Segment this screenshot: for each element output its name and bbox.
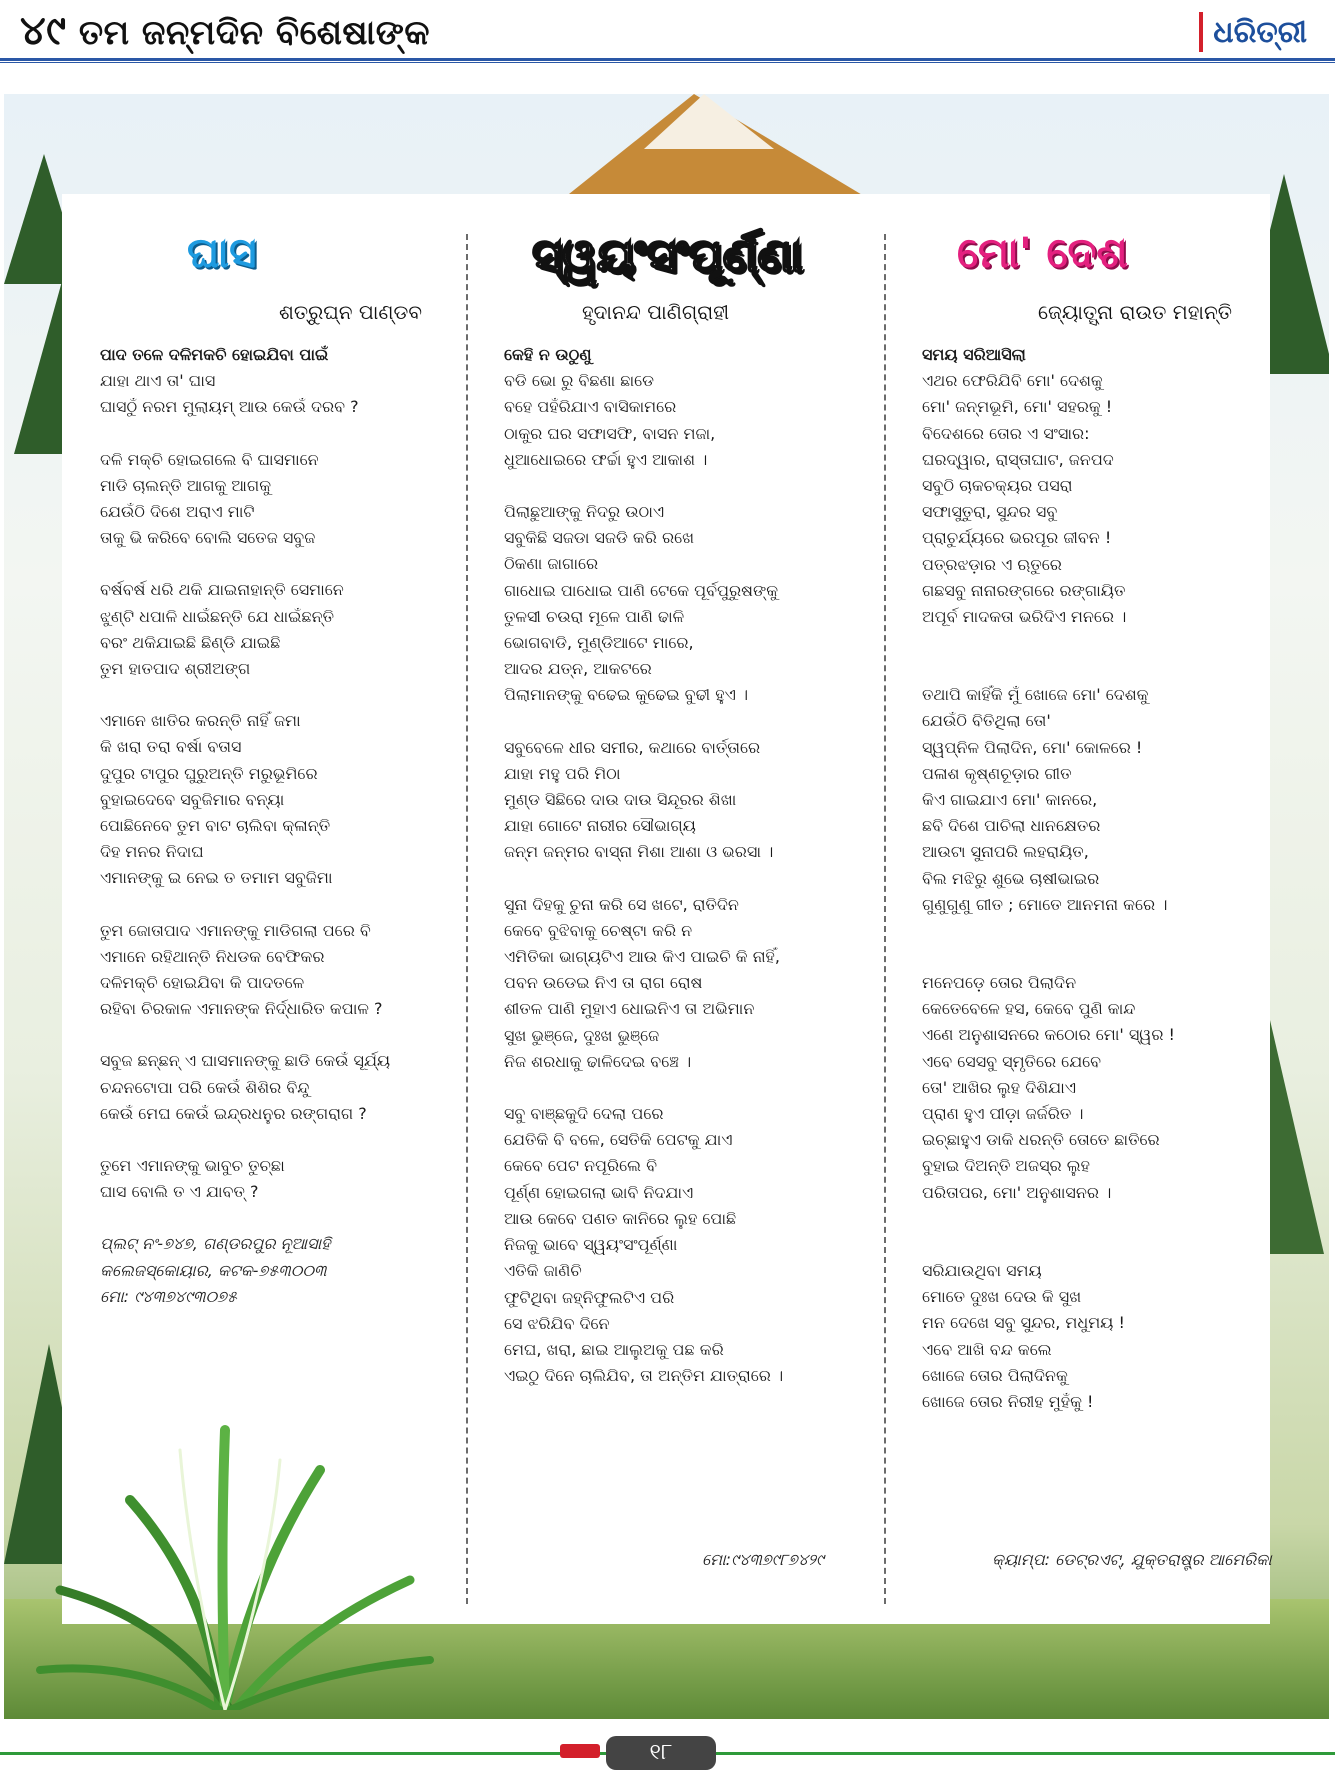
- poem-line: ମାଡି ଚାଲନ୍ତି ଆଗକୁ ଆଗକୁ: [100, 475, 272, 495]
- poem-line: ବିଲ ମଝିରୁ ଶୁଭେ ଚାଷୀଭାଇର: [922, 868, 1100, 888]
- poem-line: ଏଥର ଫେରିଯିବି ମୋ' ଦେଶକୁ: [922, 371, 1103, 391]
- poem-line: ସବୁବେଳେ ଧୀର ସମୀର, କଥାରେ ବାର୍ତ୍ତାରେ: [504, 737, 761, 757]
- poem-line: ତଥାପି କାହିଁକି ମୁଁ ଖୋଜେ ମୋ' ଦେଶକୁ: [922, 685, 1149, 705]
- address-line: କଲେଜସ୍କୋୟାର, କଟକ-୭୫୩୦୦୩: [100, 1260, 327, 1280]
- poem-line: ଏମାନେ ଖାତିର କରନ୍ତି ନାହିଁ ଜମା: [100, 711, 301, 731]
- logo-accent-bar: [1199, 12, 1203, 52]
- poem-line: ଏବେ ସେସବୁ ସ୍ମୃତିରେ ଯେବେ: [922, 1051, 1102, 1071]
- poem-line: ତୁଳସୀ ଚଉରା ମୂଳେ ପାଣି ଢାଳି: [504, 606, 685, 626]
- poem-line: ଠିକଣା ଜାଗାରେ: [504, 554, 599, 574]
- poem-line: କେହି ନ ଉଠୁଣୁ: [504, 345, 592, 364]
- column-divider-1: [466, 234, 468, 1604]
- poem-body: [922, 342, 1175, 1441]
- poem-line: ଯେଉଁଠି ବିତିଥିଲା ତୋ': [922, 711, 1051, 731]
- poem-body: [504, 342, 783, 1415]
- poem-line: ତୁମ ହାତପାଦ ଶ୍ରୀଅଙ୍ଗ: [100, 659, 251, 679]
- poem-author: ଶତ୍ରୁଘ୍ନ ପାଣ୍ଡବ: [278, 300, 422, 324]
- poem-line: ପ୍ରାଚୁର୍ଯ୍ୟରେ ଭରପୂର ଜୀବନ !: [922, 528, 1112, 548]
- poem-line: ସବୁଜ ଛନ୍ଛନ୍ ଏ ଘାସମାନଙ୍କୁ ଛାଡି କେଉଁ ସୂର୍ଯ୍ୟ: [100, 1051, 391, 1071]
- poem-line: ଧୁଆଧୋଇରେ ଫର୍ଚ୍ଚା ହୁଏ ଆକାଶ ।: [504, 449, 708, 469]
- poem-line: ଗାଧୋଇ ପାଧୋଇ ପାଣି ଟେକେ ପୂର୍ବପୁରୁଷଙ୍କୁ: [504, 580, 779, 600]
- issue-number: ୪୯: [20, 8, 67, 54]
- poem-line: ଏଣେ ଅନୁଶାସନରେ କଠୋର ମୋ' ସ୍ୱର !: [922, 1025, 1175, 1045]
- poem-line: ପ୍ରାଣ ହୁଏ ପୀଡ଼ା ଜର୍ଜରିତ ।: [922, 1104, 1084, 1124]
- poem-line: ପଳାଶ କୃଷ୍ଣଚୂଡ଼ାର ଗୀତ: [922, 763, 1072, 783]
- poem-line: ସଫାସୁତୁରା, ସୁନ୍ଦର ସବୁ: [922, 502, 1058, 522]
- address-line: ମୋ: ୯୪୩୭୪୯୩୦୭୫: [100, 1286, 237, 1306]
- poem-line: କିଏ ଗାଇଯାଏ ମୋ' କାନରେ,: [922, 790, 1098, 810]
- poem-line: ମୁଣ୍ଡ ସିଛିରେ ଦାଉ ଦାଉ ସିନ୍ଦୂରର ଶିଖା: [504, 790, 737, 810]
- stanza: [922, 342, 1175, 630]
- newspaper-logo: [1199, 10, 1307, 54]
- poem-line: ଘାସଠୁଁ ନରମ ମୁଲାୟମ୍ ଆଉ କେଉଁ ଦରବ ?: [100, 397, 359, 417]
- poem-line: କେଉଁ ମେଘ କେଉଁ ଇନ୍ଦ୍ରଧନୁର ରଙ୍ଗରାଗ ?: [100, 1103, 367, 1123]
- poem-line: ପୋଛିନେବେ ତୁମ ବାଟ ଚାଲିବା କ୍ଳାନ୍ତି: [100, 816, 331, 836]
- poem-line: କେବେ ପେଟ ନପୂରିଲେ ବି: [504, 1156, 658, 1176]
- poem-line: ମନେପଡ଼େ ତୋର ପିଲାଦିନ: [922, 973, 1077, 993]
- poem-line: ଘାସ ବୋଲି ତ ଏ ଯାବତ୍ ?: [100, 1182, 259, 1202]
- poem-line: ପବନ ଉଡେଇ ନିଏ ତା ରାଗ ରୋଷ: [504, 973, 703, 993]
- poem-line: ନିଜ ଶରଧାକୁ ଢାଳିଦେଇ ବଞ୍ଚେ ।: [504, 1051, 692, 1071]
- poem-line: ନିଜକୁ ଭାବେ ସ୍ୱୟଂସଂପୂର୍ଣ୍ଣା: [504, 1235, 678, 1255]
- poem-line: ଝୁଣ୍ଟି ଧପାଳି ଧାଇଁଛନ୍ତି ଯେ ଧାଇଁଛନ୍ତି: [100, 606, 335, 626]
- page-number: ୧୮: [606, 1736, 716, 1770]
- poem-line: ଯାହା ଥାଏ ତା' ଘାସ: [100, 371, 216, 391]
- address-line: ପ୍ଲଟ୍ ନଂ-୭୪୭, ଗଣ୍ଡରପୁର ନୂଆସାହି: [100, 1234, 331, 1254]
- poem-line: ବର୍ଷବର୍ଷ ଧରି ଥକି ଯାଇନାହାନ୍ତି ସେମାନେ: [100, 580, 344, 600]
- poem-line: ସମୟ ସରିଆସିଲା: [922, 345, 1026, 364]
- poem-line: ଏମିତିକା ଭାଗ୍ୟଟିଏ ଆଉ କିଏ ପାଇଚି କି ନାହିଁ,: [504, 947, 780, 967]
- poem-line: ଯାହା ମହୁ ପରି ମିଠା: [504, 763, 621, 783]
- footer-accent: [560, 1744, 600, 1758]
- poem-line: ବରଂ ଥକିଯାଇଛି ଛିଣ୍ଡି ଯାଇଛି: [100, 632, 281, 652]
- poem-line: ତାକୁ ଭି କରିବେ ବୋଲି ସତେଜ ସବୁଜ: [100, 528, 316, 548]
- poem-line: ପାଦ ତଳେ ଦଳିମକଚି ହୋଇଯିବା ପାଇଁ: [100, 345, 329, 364]
- stanza: [504, 1101, 783, 1389]
- author-address: [100, 1231, 390, 1310]
- stanza: [922, 970, 1175, 1206]
- poem-line: ଦଳିମକ୍ଚି ହୋଇଯିବା କି ପାଦତଳେ: [100, 973, 305, 993]
- poem-line: ପତ୍ରଝଡ଼ାର ଏ ଋତୁରେ: [922, 554, 1062, 574]
- poem-line: ମୋତେ ଦୁଃଖ ଦେଉ କି ସୁଖ: [922, 1287, 1082, 1307]
- poem-line: ମେଘ, ଖରା, ଛାଇ ଆଲୁଅକୁ ପଛ କରି: [504, 1339, 724, 1359]
- poem-line: ଠାକୁର ଘର ସଫାସଫି, ବାସନ ମଜା,: [504, 423, 716, 443]
- poem-line: ଯାହା ଗୋଟେ ନାରୀର ସୌଭାଗ୍ୟ: [504, 816, 696, 836]
- poem-line: ପୂର୍ଣ୍ଣ ହୋଇଗଲା ଭାବି ନିଦଯାଏ: [504, 1182, 694, 1202]
- poem-line: ବୁହାଇ ଦିଅନ୍ତି ଅଜସ୍ର ଲୁହ: [922, 1156, 1091, 1176]
- stanza: [100, 1048, 390, 1127]
- header-rule-thin: [0, 62, 1335, 63]
- poem-line: ଆଉଟା ସୁନାପରି ଲହରାୟିତ,: [922, 842, 1089, 862]
- poem-line: ଗୁଣୁଗୁଣୁ ଗୀତ ; ମୋତେ ଆନମନା କରେ ।: [922, 894, 1168, 914]
- poem-line: ଭୋଗବାଡି, ମୁଣ୍ଡିଆଟେ ମାରେ,: [504, 633, 694, 653]
- logo-text: ଧରିତ୍ରୀ: [1213, 14, 1307, 50]
- stanza: [922, 1258, 1175, 1415]
- poem-line: ସରିଯାଉଥିବା ସମୟ: [922, 1260, 1042, 1280]
- poem-line: କି ଖରା ତରା ବର୍ଷା ବତାସ: [100, 737, 242, 757]
- poem-line: ଆଦର ଯତ୍ନ, ଆକଟରେ: [504, 659, 652, 679]
- poem-line: ସବୁଠି ଚାକଚକ୍ୟର ପସରା: [922, 476, 1073, 496]
- poem-line: ଦୁପୁର ଟାପୁର ଘୁରୁଅନ୍ତି ମରୁଭୂମିରେ: [100, 763, 318, 783]
- poem-line: ଘରଦ୍ୱାର, ରାସ୍ତାଘାଟ, ଜନପଦ: [922, 449, 1114, 469]
- poem-line: ଖୋଜେ ତୋର ନିରୀହ ମୁହଁକୁ !: [922, 1391, 1094, 1411]
- stanza: [504, 892, 783, 1075]
- poem-line: ମନ ଦେଖେ ସବୁ ସୁନ୍ଦର, ମଧୁମୟ !: [922, 1313, 1125, 1333]
- poem-line: ଏମାନଙ୍କୁ ଇ ନେଇ ତ ତମାମ ସବୁଜିମା: [100, 868, 333, 888]
- column-divider-2: [884, 234, 886, 1604]
- poem-line: ଦିହ ମନର ନିଦାଘ: [100, 842, 204, 862]
- poem-line: ତୁମ ଜୋତାପାଦ ଏମାନଙ୍କୁ ମାଡିଗଲା ପରେ ବି: [100, 920, 371, 940]
- poem-line: ଖୋଜେ ତୋର ପିଲାଦିନକୁ: [922, 1365, 1068, 1385]
- poem-line: ସେ ଝରିଯିବ ଦିନେ: [504, 1313, 610, 1333]
- poem-line: ବିଦେଶରେ ତୋର ଏ ସଂସାର:: [922, 423, 1090, 443]
- mountain-snow-cap: [644, 94, 774, 149]
- poem-title: ମୋ' ଦେଶ: [957, 228, 1128, 277]
- poem-line: କେବେ ବୁଝିବାକୁ ଚେଷ୍ଟା କରି ନ: [504, 920, 693, 940]
- author-contact: ମୋ:୯୪୩୭୯୮୭୪୨୯: [702, 1550, 824, 1569]
- poem-line: ପିଲାଛୁଆଙ୍କୁ ନିଦରୁ ଉଠାଏ: [504, 502, 665, 522]
- header-title: [20, 8, 430, 54]
- poem-line: ସୁଖ ଭୁଞ୍ଜେ, ଦୁଃଖ ଭୁଞ୍ଜେ: [504, 1025, 660, 1045]
- poem-line: ଶୀତଳ ପାଣି ମୁହାଏ ଧୋଇନିଏ ତା ଅଭିମାନ: [504, 999, 755, 1019]
- poem-line: କେତେବେଳେ ହସ, କେବେ ପୁଣି କାନ୍ଦ: [922, 999, 1136, 1019]
- poem-line: ଅପୂର୍ବ ମାଦକତା ଭରିଦିଏ ମନରେ ।: [922, 607, 1127, 627]
- poem-line: ଗଛସବୁ ନାନାରଙ୍ଗରେ ରଙ୍ଗାୟିତ: [922, 580, 1126, 600]
- plant-illustration: [20, 1410, 440, 1710]
- stanza: [100, 918, 390, 1023]
- poem-line: ଯେଉଁଠି ଦିଶେ ଅରାଏ ମାଟି: [100, 502, 255, 522]
- poem-line: ଯେତିକି ବି ବଳେ, ସେତିକି ପେଟକୁ ଯାଏ: [504, 1130, 733, 1150]
- poem-line: ସବୁକିଛି ସଜଡା ସଜଡି କରି ରଖେ: [504, 528, 695, 548]
- poem-line: ରହିବା ଚିରକାଳ ଏମାନଙ୍କ ନିର୍ଦ୍ଧାରିତ କପାଳ ?: [100, 999, 383, 1019]
- poem-line: ସବୁ ବାଞ୍ଛକୁଦି ଦେଲା ପରେ: [504, 1104, 664, 1124]
- poem-title: ଘାସ: [187, 228, 257, 277]
- poem-line: ତୋ' ଆଖିର ଲୁହ ଦିଶିଯାଏ: [922, 1077, 1076, 1097]
- poem-line: ଚନ୍ଦନଟୋପା ପରି କେଉଁ ଶିଶିର ବିନ୍ଦୁ: [100, 1077, 310, 1097]
- header-rule: [0, 58, 1335, 61]
- poem-line: ବୁହାଇଦେବେ ସବୁଜିମାର ବନ୍ୟା: [100, 789, 285, 809]
- poem-line: ପରିତାପର, ମୋ' ଅନୁଶାସନର ।: [922, 1182, 1112, 1202]
- stanza: [922, 682, 1175, 918]
- poem-line: ସ୍ୱପ୍ନିଳ ପିଲାଦିନ, ମୋ' କୋଳରେ !: [922, 737, 1143, 757]
- poem-line: ମୋ' ଜନ୍ମଭୂମି, ମୋ' ସହରକୁ !: [922, 397, 1113, 417]
- stanza: [504, 499, 783, 709]
- issue-title: ତମ ଜନ୍ମଦିନ ବିଶେଷାଙ୍କ: [78, 13, 431, 53]
- poem-line: ଛବି ଦିଶେ ପାଚିଲା ଧାନକ୍ଷେତର: [922, 816, 1101, 836]
- poem-line: ଏମାନେ ରହିଥାନ୍ତି ନିଧଡକ ବେଫିକର: [100, 946, 325, 966]
- poem-line: ଏବେ ଆଖି ବନ୍ଦ କଲେ: [922, 1339, 1052, 1359]
- poem-line: ଇଚ୍ଛାହୁଏ ଡାକି ଧରନ୍ତି ତୋତେ ଛାତିରେ: [922, 1130, 1160, 1150]
- poem-line: ଫୁଟିଥିବା ଜହ୍ନିଫୁଲଟିଏ ପରି: [504, 1287, 675, 1307]
- poem-line: ପିଲାମାନଙ୍କୁ ବଢେଇ କୁଢେଇ ବୁଢୀ ହୁଏ ।: [504, 685, 749, 705]
- poem-line: ଏତିକି ଜାଣିଚି: [504, 1261, 582, 1281]
- poem-line: ସୁନା ଦିହକୁ ଚୁନା କରି ସେ ଖଟେ, ରାତିଦିନ: [504, 894, 739, 914]
- poem-line: ଏଇଠୁ ଦିନେ ଚାଲିଯିବ, ତା ଅନ୍ତିମ ଯାତ୍ରାରେ ।: [504, 1366, 784, 1386]
- poem-title: ସ୍ୱୟଂସଂପୂର୍ଣ୍ଣା: [532, 228, 803, 282]
- stanza: [100, 447, 390, 552]
- poem-line: ଜନ୍ମ ଜନ୍ମର ବାସ୍ନା ମିଶା ଆଶା ଓ ଭରସା ।: [504, 842, 774, 862]
- stanza: [504, 342, 783, 473]
- stanza: [100, 577, 390, 682]
- poem-line: ବଡି ଭୋ ରୁ ବିଛଣା ଛାଡେ: [504, 371, 654, 391]
- author-contact: କ୍ୟାମ୍ପ: ଡେଟ୍ରଏଟ୍, ଯୁକ୍ତରାଷ୍ଟ୍ର ଆମେରିକା: [992, 1550, 1272, 1569]
- stanza: [100, 342, 390, 421]
- poem-author: ହୃଦାନନ୍ଦ ପାଣିଗ୍ରାହୀ: [582, 300, 730, 324]
- poem-body: [100, 342, 390, 1310]
- page-header: [0, 0, 1335, 62]
- poem-author: ଜ୍ୟୋତ୍ସ୍ନା ରାଉତ ମହାନ୍ତି: [1038, 300, 1232, 324]
- poem-line: ବହେ ପହଁରିଯାଏ ବାସିକାମରେ: [504, 397, 677, 417]
- stanza: [504, 735, 783, 866]
- stanza: [100, 1153, 390, 1205]
- stanza: [100, 708, 390, 891]
- poem-line: ଆଉ କେବେ ପଣତ କାନିରେ ଲୁହ ପୋଛି: [504, 1208, 737, 1228]
- poem-line: ତୁମେ ଏମାନଙ୍କୁ ଭାବୁଚ ତୁଚ୍ଛା: [100, 1156, 285, 1176]
- poem-line: ଦଳି ମକ୍ଚି ହୋଇଗଲେ ବି ଘାସମାନେ: [100, 449, 319, 469]
